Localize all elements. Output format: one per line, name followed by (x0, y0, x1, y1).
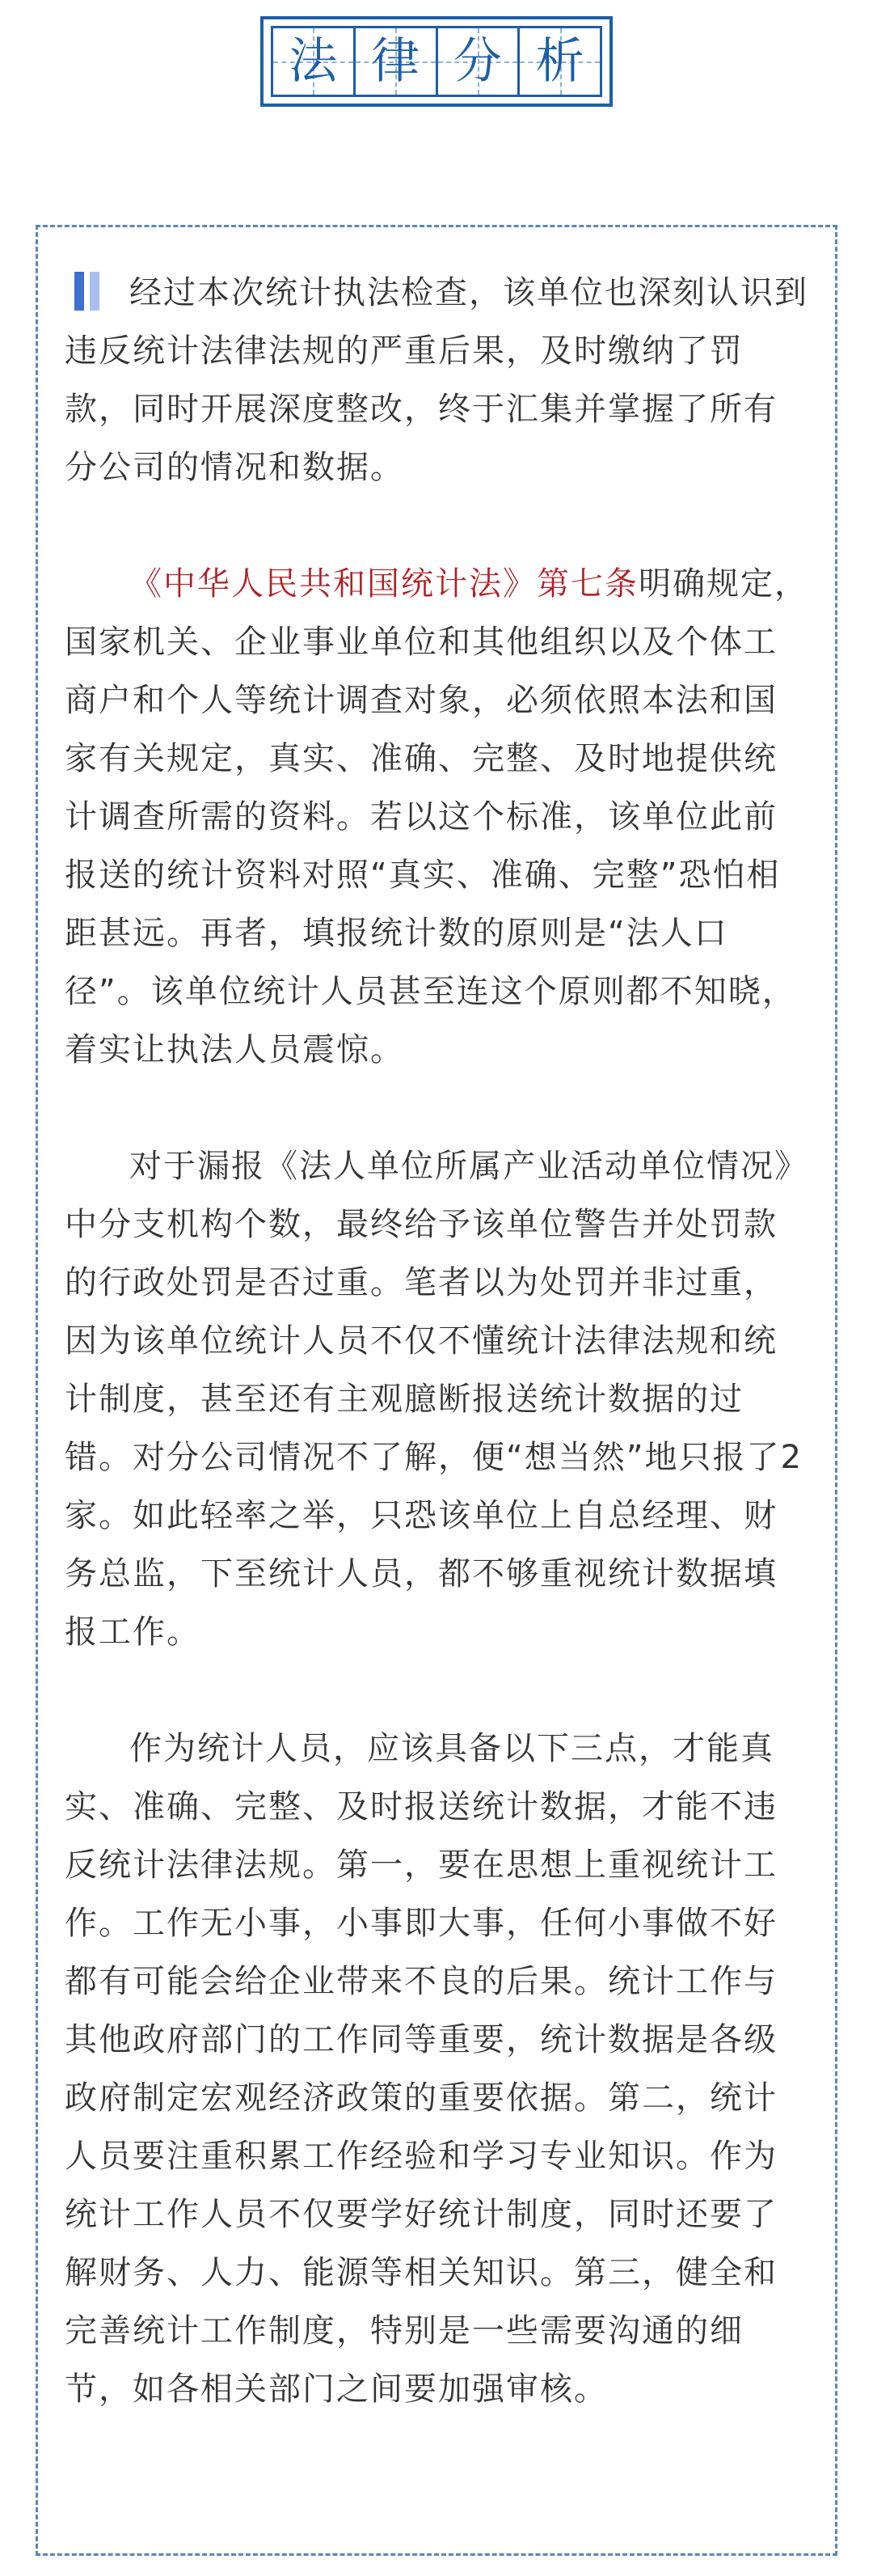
title-char-2: 律 (371, 33, 420, 90)
paragraph-2-text: 明确规定，国家机关、企业事业单位和其他组织以及个体工商户和个人等统计调查对象，必须依照本法和国家有关规定，真实、准确、完整、及时地提供统计调查所需的资料。若以这个标准，该单位此前报送的统计资料对照“真实、准确、完整”恐怕相距甚远。再者，填报统计数的原则是“法人口径”。该单位统计人员甚至连这个原则都不知晓，着实让执法人员震惊。 (65, 565, 808, 1068)
title-cell-1 (273, 28, 356, 95)
title-cell-4 (520, 28, 600, 95)
law-reference: 《中华人民共和国统计法》第七条 (129, 565, 639, 603)
title-char-3: 分 (453, 33, 502, 90)
title-char-1: 法 (289, 33, 338, 90)
section-title-frame (260, 16, 613, 107)
title-cell-2 (356, 28, 438, 95)
paragraph-2 (65, 555, 808, 1079)
paragraph-4: 作为统计人员，应该具备以下三点，才能真实、准确、完整、及时报送统计数据，才能不违反统计法律法规。第一，要在思想上重视统计工作。工作无小事，小事即大事，任何小事做不好都有可能会给企业带来不良的后果。统计工作与其他政府部门的工作同等重要，统计数据是各级政府制定宏观经济政策的重要依据。第二，统计人员要注重积累工作经验和学习专业知识。作为统计工作人员不仅要学好统计制度，同时还要了解财务、人力、能源等相关知识。第三，健全和完善统计工作制度，特别是一些需要沟通的细节，如各相关部门之间要加强审核。 (65, 1730, 778, 2408)
paragraph-1: 经过本次统计执法检查，该单位也深刻认识到违反统计法律法规的严重后果，及时缴纳了罚款，同时开展深度整改，终于汇集并掌握了所有分公司的情况和数据。 (65, 274, 808, 486)
title-cell-3 (438, 28, 521, 95)
paragraph-3: 对于漏报《法人单位所属产业活动单位情况》中分支机构个数，最终给予该单位警告并处罚款的行政处罚是否过重。笔者以为处罚并非过重，因为该单位统计人员不仅不懂统计法律法规和统计制度，甚至还有主观臆断报送统计数据的过错。对分公司情况不了解，便“想当然”地只报了2家。如此轻率之举，只恐该单位上自总经理、财务总监，下至统计人员，都不够重视统计数据填报工作。 (65, 1148, 808, 1651)
title-grid (271, 26, 602, 97)
title-char-4: 析 (535, 33, 584, 90)
